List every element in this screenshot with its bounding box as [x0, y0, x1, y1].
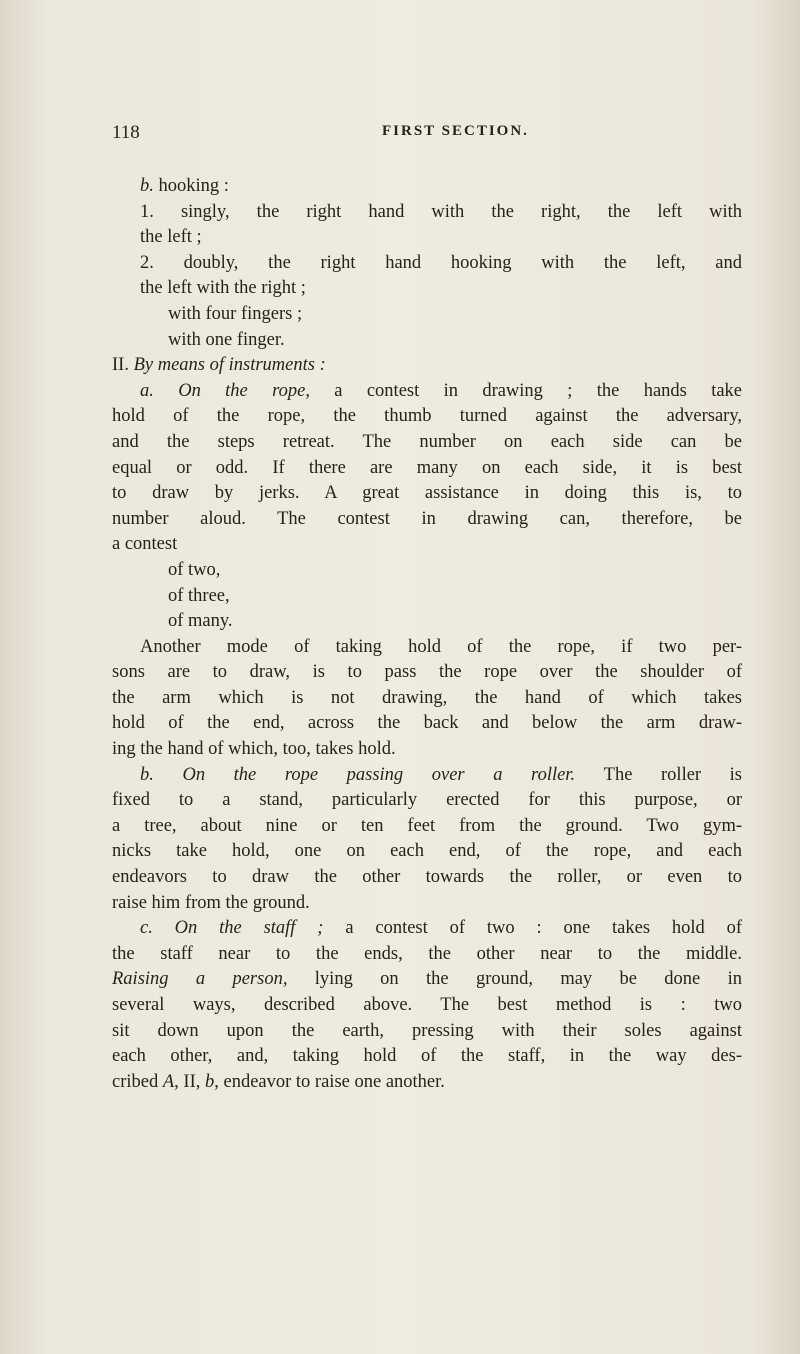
text-run: equal or odd. If there are many on each side, it is best	[112, 457, 742, 478]
text-run: lying on the ground, may be done in	[314, 969, 743, 990]
italic-text: c. On the staff ;	[140, 918, 346, 939]
text-run: Another mode of taking hold of the rope, if two per-	[140, 636, 742, 657]
italic-text: a. On the rope,	[140, 380, 335, 401]
text-line	[112, 481, 742, 507]
text-run: with four fingers ;	[168, 303, 303, 324]
text-line	[112, 379, 742, 405]
text-line	[112, 276, 742, 302]
text-line	[112, 353, 742, 379]
text-run: and the steps retreat. The number on each side can be	[112, 431, 742, 452]
text-run: , II,	[174, 1071, 205, 1092]
text-run: 2. doubly, the right hand hooking with the left, and	[140, 252, 742, 273]
page-header	[112, 122, 672, 146]
text-run: a tree, about nine or ten feet from the ground. Two gym-	[112, 815, 742, 836]
text-run: the left with the right ;	[140, 278, 306, 299]
text-line	[112, 430, 742, 456]
text-run: , endeavor to raise one another.	[214, 1071, 445, 1092]
text-run: fixed to a stand, particularly erected for this purpose, or	[112, 790, 742, 811]
text-line	[112, 1070, 742, 1096]
italic-text: Raising a person,	[112, 969, 315, 990]
text-run: several ways, described above. The best method is : two	[112, 995, 742, 1015]
text-run: of three,	[168, 585, 230, 606]
text-run: hold of the rope, the thumb turned against the adversary,	[112, 406, 742, 427]
text-line	[112, 967, 742, 993]
text-line	[112, 942, 742, 968]
italic-text: b.	[140, 176, 159, 196]
text-line	[112, 507, 742, 533]
text-line	[112, 456, 742, 482]
text-run: number aloud. The contest in drawing can, therefore, be	[112, 508, 742, 529]
text-line	[112, 251, 742, 277]
text-run: sit down upon the earth, pressing with their soles against	[112, 1020, 742, 1041]
italic-text: b	[205, 1071, 215, 1092]
text-run: nicks take hold, one on each end, of the rope, and each	[112, 841, 742, 862]
italic-text: By means of instruments :	[133, 355, 326, 376]
text-run: sons are to draw, is to pass the rope over the shoulder of	[112, 662, 742, 683]
text-line	[112, 558, 742, 584]
text-line	[112, 635, 742, 661]
text-line	[112, 302, 742, 328]
text-line	[112, 711, 742, 737]
text-line	[112, 328, 742, 354]
text-line	[112, 584, 742, 610]
text-line	[112, 200, 742, 226]
text-line	[112, 865, 742, 891]
text-line	[112, 660, 742, 686]
text-run: raise him from the ground.	[112, 892, 310, 913]
text-line	[112, 788, 742, 814]
text-line	[112, 916, 742, 942]
text-run: a contest in drawing ; the hands take	[334, 380, 743, 401]
text-line	[112, 814, 742, 840]
text-line	[112, 993, 742, 1019]
text-run: cribed	[112, 1071, 163, 1092]
text-run: hooking :	[158, 176, 229, 196]
text-run: a contest	[112, 534, 178, 555]
text-line	[112, 532, 742, 558]
body-text	[112, 174, 742, 1095]
text-run: each other, and, taking hold of the staff, in the way des-	[112, 1046, 742, 1067]
text-line	[112, 404, 742, 430]
italic-text: A	[162, 1071, 175, 1092]
text-run: hold of the end, across the back and below the arm draw-	[112, 713, 742, 734]
text-run: the left ;	[140, 227, 202, 248]
text-run: ing the hand of which, too, takes hold.	[112, 739, 396, 760]
text-line	[112, 609, 742, 635]
text-line	[112, 839, 742, 865]
text-run: the arm which is not drawing, the hand of which takes	[112, 687, 742, 708]
text-run: 1. singly, the right hand with the right, the left with	[140, 201, 742, 222]
running-head: FIRST SECTION.	[382, 123, 529, 139]
text-line	[112, 737, 742, 763]
page-number: 118	[112, 122, 140, 143]
text-run: endeavors to draw the other towards the roller, or even to	[112, 867, 742, 888]
text-run: the staff near to the ends, the other near to the middle.	[112, 943, 742, 964]
text-line	[112, 891, 742, 917]
text-run: of two,	[168, 559, 221, 580]
text-line	[112, 225, 742, 251]
text-line	[112, 686, 742, 712]
text-run: of many.	[168, 611, 233, 632]
italic-text: b. On the rope passing over a roller.	[140, 764, 604, 785]
text-run: to draw by jerks. A great assistance in doing this is, to	[112, 483, 742, 504]
text-line	[112, 763, 742, 789]
text-run: II.	[112, 355, 134, 376]
text-run: The roller is	[603, 764, 743, 785]
text-run: a contest of two : one takes hold of	[345, 918, 743, 939]
text-line	[112, 1044, 742, 1070]
text-line	[112, 174, 742, 200]
text-line	[112, 1019, 742, 1045]
text-run: with one finger.	[168, 329, 285, 350]
